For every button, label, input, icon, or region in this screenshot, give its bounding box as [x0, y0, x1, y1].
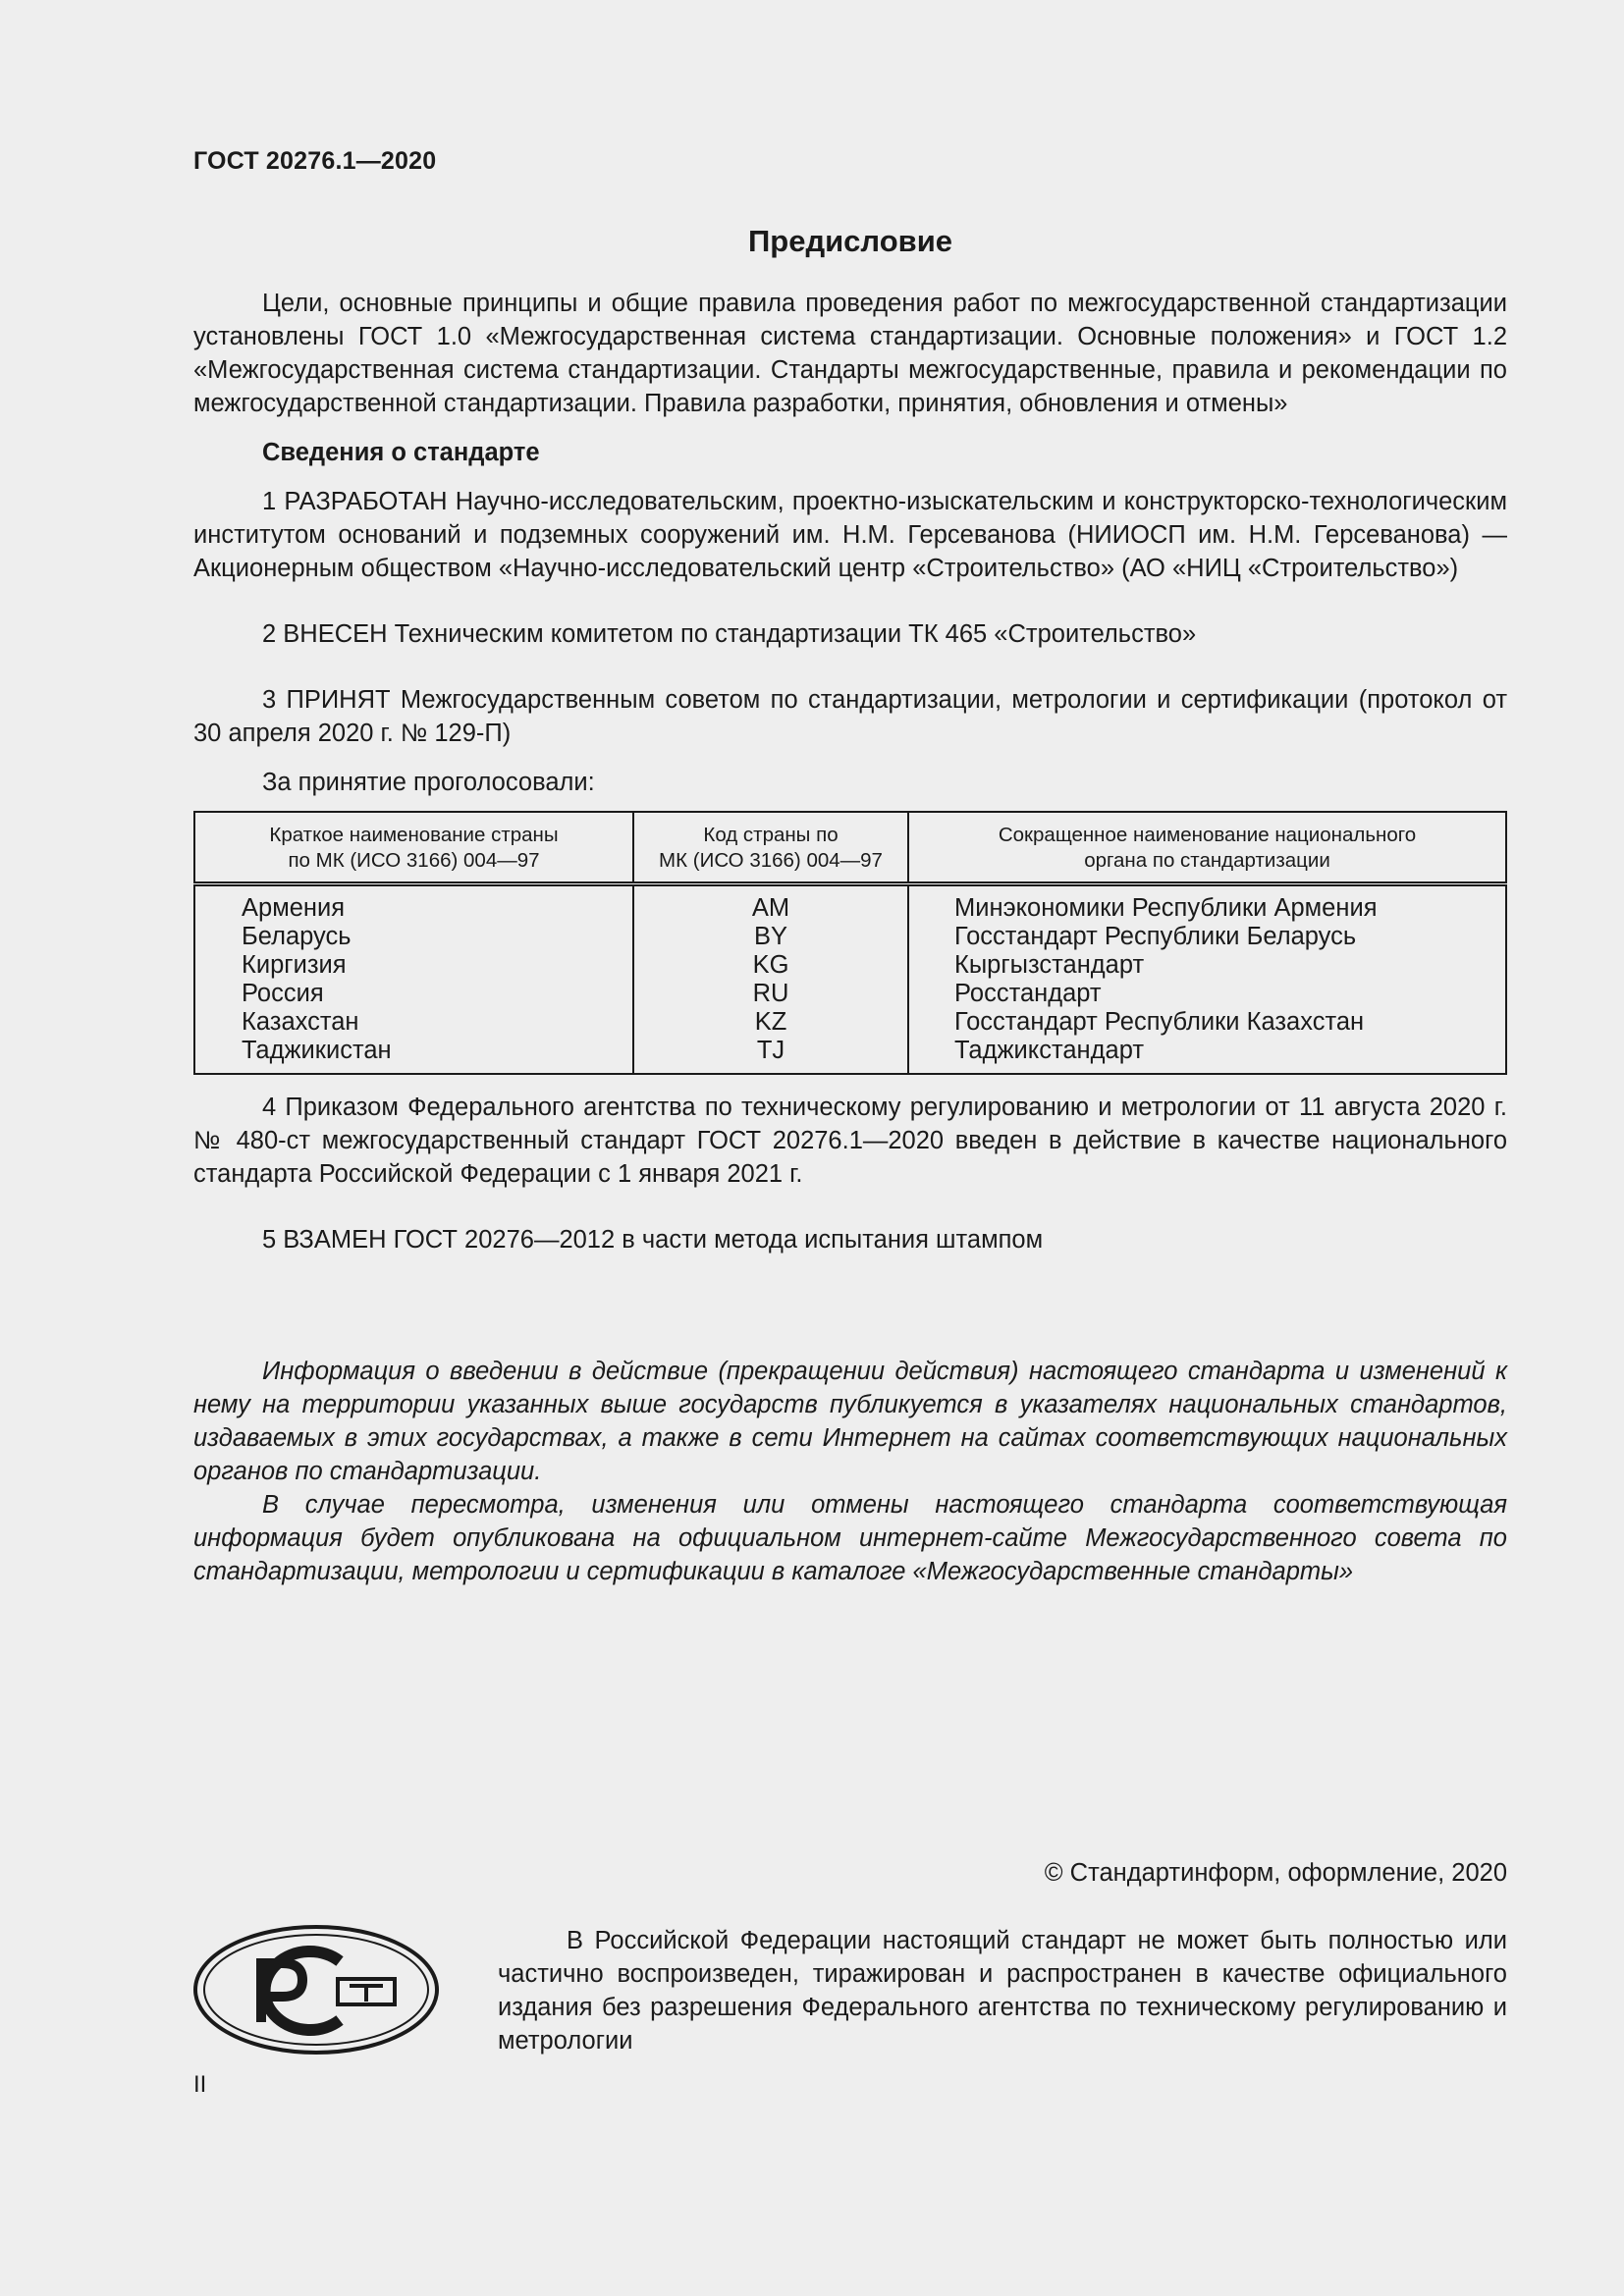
notice-paragraph-1: Информация о введении в действие (прекращении действия) настоящего стандарта и изменений к нему на территории указанных выше государств публикуется в указателях национальных стандартов, издаваемых в этих государствах, а также в сети Интернет на сайтах соответствующих национальных органов по стандартизации. — [193, 1358, 1507, 1485]
info-heading: Сведения о стандарте — [262, 439, 540, 466]
page-title: Предисловие — [747, 224, 952, 258]
rights-notice: В Российской Федерации настоящий стандарт не может быть полностью или частично воспроизведен, тиражирован и распространен в качестве официального издания без разрешения Федерального агентства по техническому регулированию и метрологии — [498, 1927, 1507, 2055]
main-content — [193, 287, 1507, 1588]
intro-paragraph: Цели, основные принципы и общие правила проведения работ по межгосударственной стандартизации установлены ГОСТ 1.0 «Межгосударственная система стандартизации. Основные положения» и ГОСТ 1.2 «Межгосударственная система стандартизации. Стандарты межгосударственные, правила и рекомендации по межгосударственной стандартизации. Правила разработки, принятия, обновления и отмены» — [193, 290, 1507, 417]
item-developed: 1 РАЗРАБОТАН Научно-исследовательским, проектно-изыскательским и конструкторско-технологическим институтом оснований и подземных сооружений им. Н.М. Герсеванова (НИИОСП им. Н.М. Герсеванова) — Акционерным обществом «Научно-исследовательский центр «Строительство» (АО «НИЦ «Строительство») — [193, 488, 1507, 582]
header-country: Краткое наименование страны по МК (ИСО 3166) 004—97 — [194, 812, 633, 884]
item-introduced: 2 ВНЕСЕН Техническим комитетом по стандартизации ТК 465 «Строительство» — [262, 620, 1197, 648]
rst-logo-icon — [192, 1924, 440, 2056]
page-number: II — [193, 2071, 207, 2098]
table-header-row — [194, 812, 1506, 884]
code-cell: AM BY KG RU KZ TJ — [633, 884, 908, 1075]
voting-table — [193, 811, 1507, 1075]
table-row — [194, 884, 1506, 1075]
voted-label: За принятие проголосовали: — [262, 769, 595, 796]
header-body: Сокращенное наименование национального органа по стандартизации — [908, 812, 1506, 884]
item-replaces: 5 ВЗАМЕН ГОСТ 20276—2012 в части метода испытания штампом — [262, 1226, 1044, 1254]
standard-code: ГОСТ 20276.1—2020 — [193, 147, 437, 175]
body-cell: Минэкономики Республики Армения Госстандарт Республики Беларусь Кыргызстандарт Росстандарт Госстандарт Республики Казахстан Таджикстандарт — [954, 894, 1378, 1064]
item-order: 4 Приказом Федерального агентства по техническому регулированию и метрологии от 11 августа 2020 г. № 480-ст межгосударственный стандарт ГОСТ 20276.1—2020 введен в действие в качестве национального стандарта Российской Федерации с 1 января 2021 г. — [193, 1094, 1507, 1188]
copyright-note: © Стандартинформ, оформление, 2020 — [1044, 1859, 1507, 1887]
notice-paragraph-2: В случае пересмотра, изменения или отмены настоящего стандарта соответствующая информация будет опубликована на официальном интернет-сайте Межгосударственного совета по стандартизации, метрологии и сертификации в каталоге «Межгосударственные стандарты» — [193, 1491, 1507, 1585]
header-code: Код страны по МК (ИСО 3166) 004—97 — [633, 812, 908, 884]
item-adopted: 3 ПРИНЯТ Межгосударственным советом по стандартизации, метрологии и сертификации (протокол от 30 апреля 2020 г. № 129-П) — [193, 686, 1507, 747]
country-cell: Армения Беларусь Киргизия Россия Казахстан Таджикистан — [194, 884, 633, 1075]
